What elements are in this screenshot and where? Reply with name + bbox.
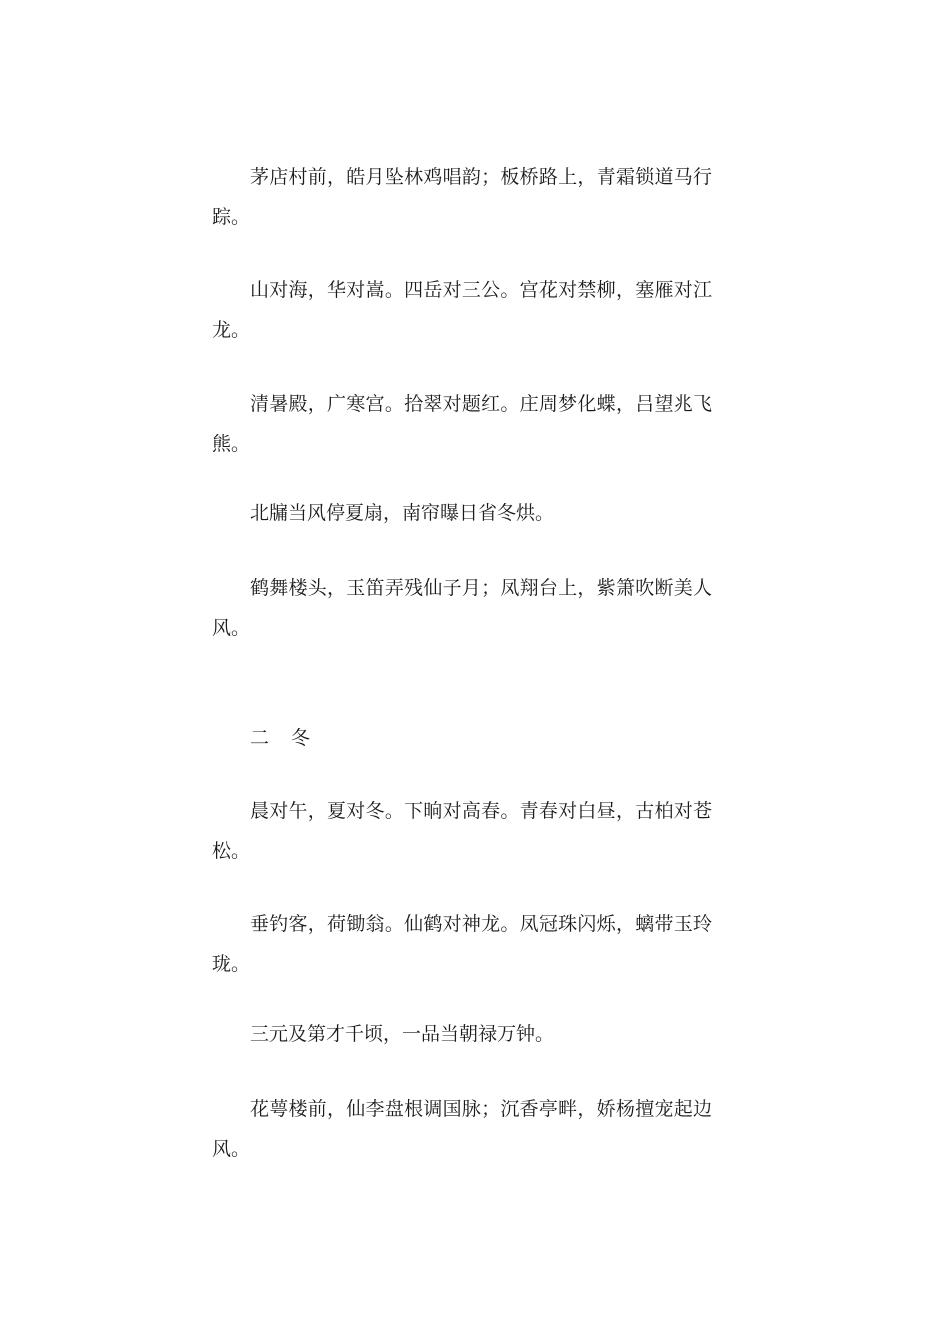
section-paragraph-2: 垂钓客，荷锄翁。仙鹤对神龙。凤冠珠闪烁，螭带玉玲珑。 [212, 913, 712, 975]
paragraph-2: 山对海，华对嵩。四岳对三公。宫花对禁柳，塞雁对江龙。 [212, 279, 712, 341]
paragraph-4: 北牖当风停夏扇，南帘曝日省冬烘。 [250, 502, 555, 524]
paragraph-1: 茅店村前，皓月坠林鸡唱韵；板桥路上，青霜锁道马行踪。 [212, 166, 712, 228]
paragraph-5: 鹤舞楼头，玉笛弄残仙子月；凤翔台上，紫箫吹断美人风。 [212, 577, 712, 639]
section-paragraph-3: 三元及第才千顷，一品当朝禄万钟。 [250, 1023, 555, 1045]
section-paragraph-4: 花萼楼前，仙李盘根调国脉；沉香亭畔，娇杨擅宠起边风。 [212, 1098, 712, 1160]
section-heading: 二 冬 [250, 727, 319, 749]
paragraph-3: 清暑殿，广寒宫。拾翠对题红。庄周梦化蝶，吕望兆飞熊。 [212, 393, 712, 455]
section-paragraph-1: 晨对午，夏对冬。下晌对高春。青春对白昼，古柏对苍松。 [212, 800, 712, 862]
